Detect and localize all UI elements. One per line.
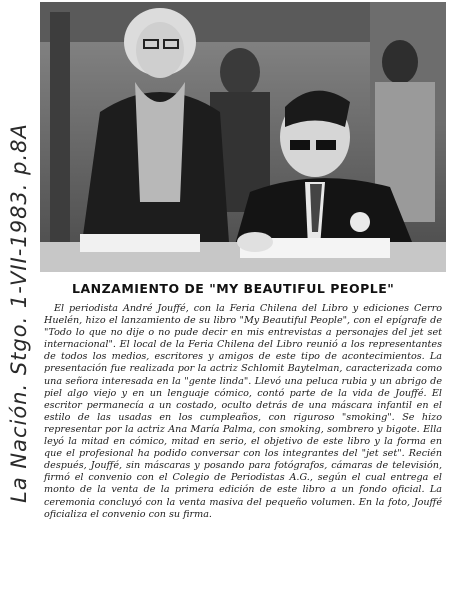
news-photo-illustration [40,2,446,272]
article-body: El periodista André Jouffé, con la Feria Chilena del Libro y ediciones Cerro Huelén, hizo el lanzamiento de su libro "My Beautiful People", con el epígrafe de "Todo lo que no dije o no pude decir en mis entrevistas a personajes del jet set internacional". El local de la Feria Chilena del Libro reunió a los representantes de todos los medios, escritores y amigos de este tipo de acontecimientos. La presentación fue realizada por la actriz Schlomit Baytelman, caracterizada como una señora interesada en la "gente linda". Llevó una peluca rubia y un abrigo de piel algo viejo y en un lenguaje cómico, contó parte de la vida de Jouffé. El escritor permanecía a un costado, oculto detrás de una máscara infantil en el estilo de las usadas en los cumpleaños, con riguroso "smoking". Se hizo representar por la actriz Ana María Palma, con smoking, sombrero y bigote. Ella leyó la mitad en cómico, mitad en serio, el objetivo de este libro y la forma en que el profesional ha podido conversar con los integrantes del "jet set". Recién después, Jouffé, sin máscaras y posando para fotógrafos, cámaras de televisión, firmó el convenio con el Colegio de Periodistas A.G., según el cual entrega el monto de la venta de la primera edición de este libro a un fondo oficial. La ceremonia concluyó con la venta masiva del pequeño volumen. En la foto, Jouffé oficializa el convenio con su firma. [44,303,442,520]
news-photo [40,2,446,272]
handwritten-annotation-text: La Nación. Stgo. 1-VII-1983. p.8A [7,122,31,503]
article-headline: LANZAMIENTO DE "MY BEAUTIFUL PEOPLE" [72,281,395,296]
handwritten-annotation [2,40,36,585]
